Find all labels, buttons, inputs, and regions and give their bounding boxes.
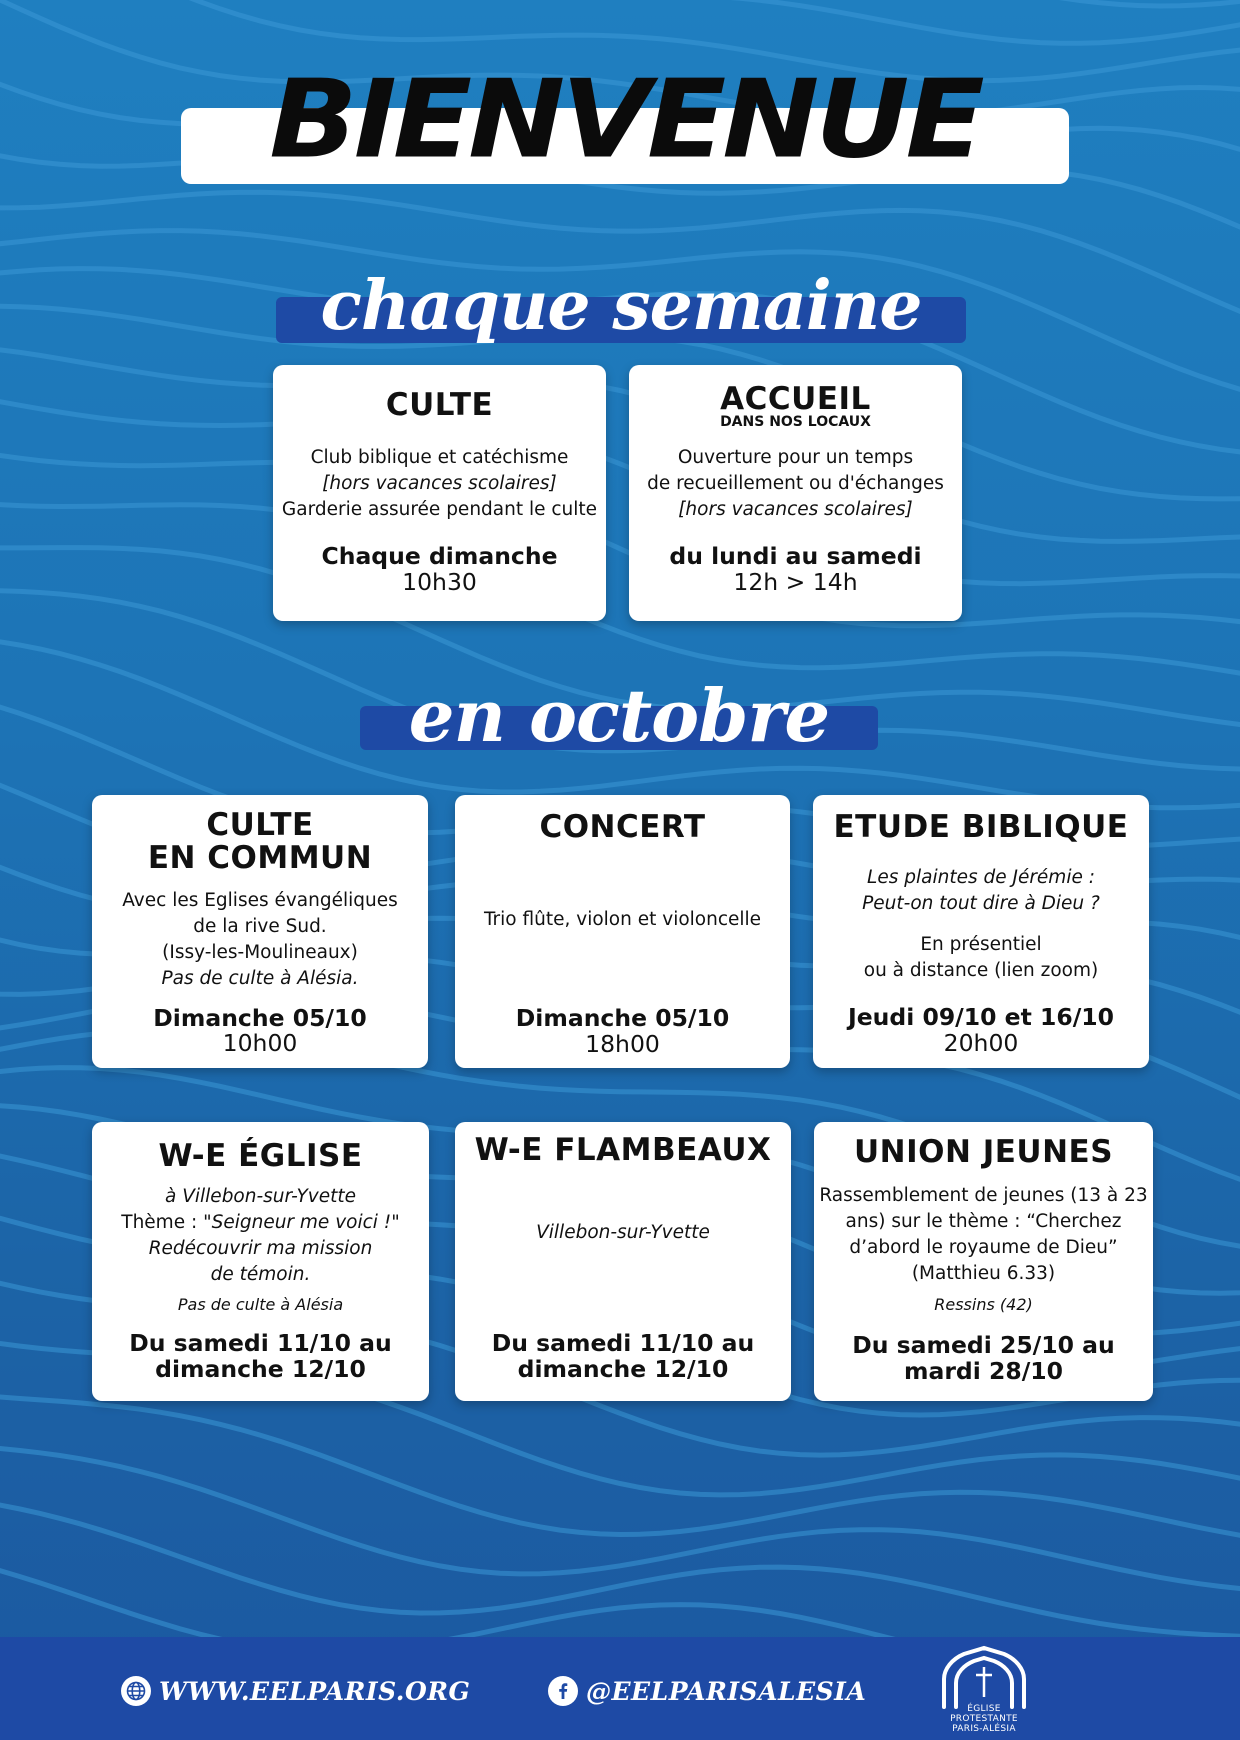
card-line: Trio flûte, violon et violoncelle [483, 909, 762, 930]
card-date-start: Du samedi 11/10 au [491, 1329, 755, 1357]
card-line: Redécouvrir ma mission [148, 1238, 373, 1259]
wave-line [0, 1395, 1240, 1538]
card-culte [273, 365, 606, 621]
card-accueil [629, 365, 962, 621]
card-date-end: dimanche 12/10 [517, 1355, 729, 1383]
card-line: Villebon-sur-Yvette [536, 1222, 710, 1243]
card-line: Garderie assurée pendant le culte [281, 499, 598, 520]
website-link[interactable] [121, 1673, 470, 1709]
card-title: UNION JEUNES [853, 1134, 1114, 1170]
globe-icon [121, 1676, 151, 1706]
card-line: Peut-on tout dire à Dieu ? [862, 893, 1100, 914]
card-union-jeunes [814, 1122, 1153, 1401]
card-line: de la rive Sud. [193, 916, 327, 937]
card-line: Pas de culte à Alésia. [161, 968, 359, 989]
weekly-heading: chaque semaine [320, 266, 922, 346]
card-line: d’abord le royaume de Dieu” [849, 1237, 1118, 1258]
card-title: ACCUEIL [720, 381, 871, 417]
card-line: Ouverture pour un temps [677, 447, 914, 468]
card-etude-biblique [813, 795, 1149, 1068]
card-day: Chaque dimanche [321, 542, 558, 570]
card-line: Pas de culte à Alésia [177, 1295, 344, 1314]
page-title: BIENVENUE [269, 56, 981, 183]
card-time: 10h30 [402, 568, 477, 596]
card-line: Avec les Eglises évangéliques [122, 890, 398, 911]
card-title: CONCERT [539, 809, 706, 845]
card-time: 10h00 [222, 1029, 298, 1057]
card-line: ou à distance (lien zoom) [863, 960, 1099, 981]
card-culte-en-commun [92, 795, 428, 1068]
card-line: [hors vacances scolaires] [322, 473, 557, 494]
card-time: 18h00 [585, 1030, 660, 1058]
card-title: W-E FLAMBEAUX [474, 1132, 772, 1168]
card-day: du lundi au samedi [669, 542, 922, 570]
card-date-end: mardi 28/10 [904, 1357, 1063, 1385]
card-line: de recueillement ou d'échanges [647, 473, 944, 494]
card-we-eglise [92, 1122, 429, 1401]
card-title: EN COMMUN [147, 840, 373, 876]
card-line: [hors vacances scolaires] [678, 499, 913, 520]
card-subtitle: DANS NOS LOCAUX [720, 414, 871, 430]
card-line: (Matthieu 6.33) [911, 1263, 1056, 1284]
card-title: CULTE [385, 387, 494, 423]
card-line: Rassemblement de jeunes (13 à 23 [819, 1185, 1148, 1206]
card-we-flambeaux [455, 1122, 791, 1401]
wave-line [0, 0, 1240, 6]
card-title: W-E ÉGLISE [158, 1138, 363, 1174]
card-line: de témoin. [210, 1264, 311, 1285]
card-time: 12h > 14h [733, 568, 858, 596]
card-title: CULTE [206, 807, 314, 843]
card-time: 20h00 [943, 1029, 1019, 1057]
website-text: WWW.EELPARIS.ORG [159, 1676, 471, 1706]
card-date-start: Du samedi 11/10 au [129, 1329, 392, 1357]
wave-line [0, 1502, 1240, 1637]
card-line: Thème : "Seigneur me voici !" [121, 1212, 400, 1233]
card-line: Ressins (42) [934, 1295, 1033, 1314]
card-line: à Villebon-sur-Yvette [165, 1186, 356, 1207]
card-date-start: Du samedi 25/10 au [852, 1331, 1115, 1359]
facebook-link[interactable] [548, 1673, 866, 1709]
logo-line: ÉGLISE [967, 1704, 1001, 1714]
card-day: Jeudi 09/10 et 16/10 [848, 1003, 1114, 1031]
wave-line [0, 1447, 1240, 1590]
logo-line: PARIS-ALÉSIA [952, 1724, 1016, 1734]
october-heading: en octobre [408, 673, 830, 758]
wave-line [0, 503, 1240, 676]
logo-caption [926, 1704, 1042, 1734]
card-line: Club biblique et catéchisme [310, 447, 569, 468]
card-line: En présentiel [920, 934, 1042, 955]
card-concert [455, 795, 790, 1068]
wave-line [0, 348, 1240, 542]
facebook-icon [548, 1676, 578, 1706]
facebook-text: @EELPARISALESIA [586, 1676, 867, 1706]
card-line: ans) sur le thème : “Cherchez [845, 1211, 1122, 1232]
card-line: Les plaintes de Jérémie : [867, 867, 1095, 888]
card-day: Dimanche 05/10 [515, 1004, 730, 1032]
logo-line: PROTESTANTE [950, 1714, 1018, 1724]
card-line: (Issy-les-Moulineaux) [162, 942, 358, 963]
card-date-end: dimanche 12/10 [155, 1355, 366, 1383]
card-day: Dimanche 05/10 [153, 1004, 367, 1032]
card-title: ETUDE BIBLIQUE [833, 809, 1129, 845]
